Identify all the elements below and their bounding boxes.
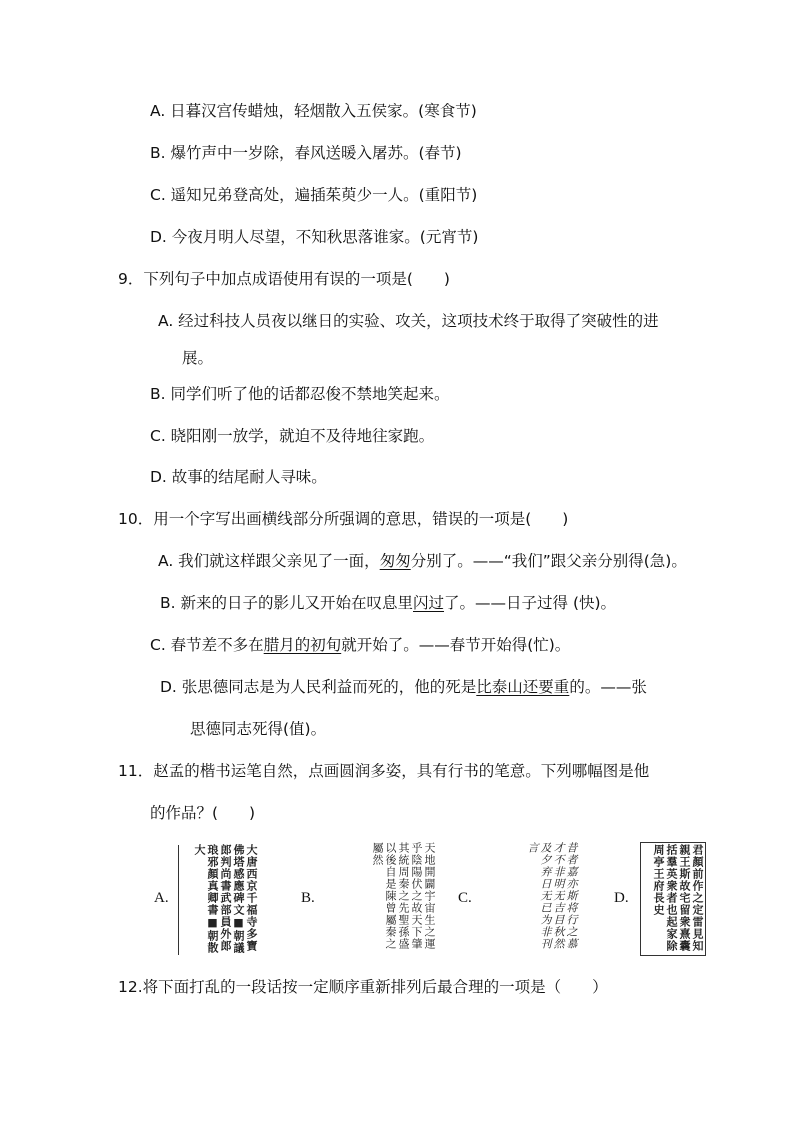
q11-stem: 11．赵孟的楷书运笔自然，点画圆润多姿，具有行书的笔意。下列哪幅图是他 bbox=[118, 762, 650, 780]
q10-a-text: A. 我们就这样跟父亲见了一面， bbox=[158, 552, 380, 570]
q10-c-text-2: 就开始了。——春节开始得(忙)。 bbox=[341, 636, 571, 654]
q10-option-c bbox=[150, 635, 570, 655]
q10-d-underlined: 比泰山还要重 bbox=[476, 678, 570, 696]
calligraphy-image-c: 昔者嘉亦斯将行之慕才不非明无吉目秋然及夕弃日无已为非刊言 bbox=[526, 842, 578, 950]
q8-option-c: C. 遥知兄弟登高处，遍插茱萸少一人。(重阳节) bbox=[150, 186, 478, 204]
q11-label-b: B. bbox=[301, 890, 315, 906]
q9-stem: 9．下列句子中加点成语使用有误的一项是( ) bbox=[118, 270, 450, 288]
calligraphy-a-text: 大唐西京千福寺多寶佛塔感應碑文■朝議郎判尚書武部員外郎琅邪顏真卿書■朝散大 bbox=[193, 844, 258, 954]
calligraphy-image-b: 天地開闢宇宙生之運乎陰陽伏之故天下肇其統周秦之先聖孫盛以後自是陳曾屬秦之屬然 bbox=[371, 842, 436, 950]
q10-option-a bbox=[158, 551, 687, 571]
q9-option-d: D. 故事的结尾耐人寻味。 bbox=[150, 468, 327, 486]
q9-option-b: B. 同学们听了他的话都忍俊不禁地笑起来。 bbox=[150, 385, 450, 403]
q10-option-d-cont: 思德同志死得(值)。 bbox=[190, 720, 327, 738]
q11-stem-cont: 的作品？( ) bbox=[150, 804, 256, 822]
q10-c-text: C. 春节差不多在 bbox=[150, 636, 264, 654]
q11-label-d: D. bbox=[614, 890, 629, 906]
q10-d-text: D. 张思德同志是为人民利益而死的，他的死是 bbox=[160, 678, 477, 696]
q10-b-underlined: 闪过 bbox=[413, 594, 445, 612]
q8-option-d: D. 今夜月明人尽望，不知秋思落谁家。(元宵节) bbox=[150, 228, 479, 246]
q9-option-c: C. 晓阳刚一放学，就迫不及待地往家跑。 bbox=[150, 427, 435, 445]
q11-label-c: C. bbox=[458, 890, 472, 906]
q8-option-b: B. 爆竹声中一岁除，春风送暖入屠苏。(春节) bbox=[150, 144, 462, 162]
q9-option-a: A. 经过科技人员夜以继日的实验、攻关，这项技术终于取得了突破性的进 bbox=[158, 312, 659, 330]
q10-option-d bbox=[160, 677, 647, 697]
q10-option-b bbox=[160, 593, 616, 613]
q9-option-a-cont: 展。 bbox=[182, 349, 214, 367]
calligraphy-d-text: 君顏前作之定雷見知親王斯故宅留衆熹囊括羣英衆者也起家除周亭王府長史 bbox=[652, 844, 704, 952]
q8-option-a: A. 日暮汉宫传蜡烛，轻烟散入五侯家。(寒食节) bbox=[150, 102, 477, 120]
q11-label-a: A. bbox=[154, 890, 169, 906]
q12-stem: 12.将下面打乱的一段话按一定顺序重新排列后最合理的一项是（ ） bbox=[118, 978, 608, 996]
q10-a-underlined: 匆匆 bbox=[379, 552, 411, 570]
q10-c-underlined: 腊月的初旬 bbox=[263, 636, 342, 654]
q10-a-text-2: 分别了。——“我们”跟父亲分别得(急)。 bbox=[410, 552, 687, 570]
q10-d-text-2: 的。——张 bbox=[569, 678, 647, 696]
q10-b-text-2: 了。——日子过得 (快)。 bbox=[444, 594, 617, 612]
q10-stem: 10．用一个字写出画横线部分所强调的意思，错误的一项是( ) bbox=[118, 510, 569, 528]
q10-b-text: B. 新来的日子的影儿又开始在叹息里 bbox=[160, 594, 413, 612]
